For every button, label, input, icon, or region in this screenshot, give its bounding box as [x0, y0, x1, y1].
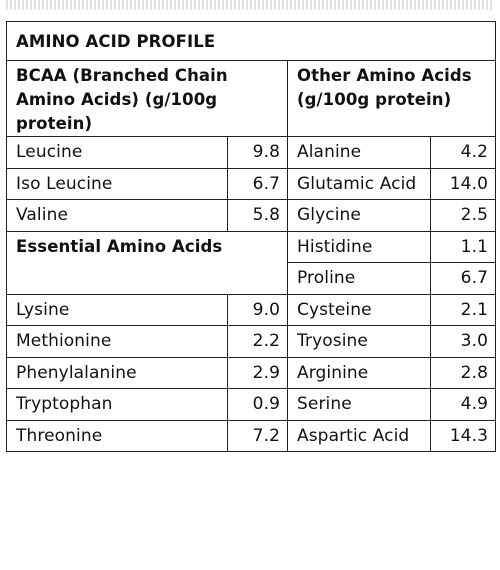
- bcaa-name: Leucine: [7, 137, 228, 169]
- table-row: [7, 168, 496, 200]
- amino-acid-profile-table: [6, 21, 496, 452]
- essential-name: Phenylalanine: [7, 357, 228, 389]
- table-row: [7, 137, 496, 169]
- other-value: 1.1: [431, 231, 496, 263]
- essential-name: Lysine: [7, 294, 228, 326]
- essential-amino-acids-heading: Essential Amino Acids: [7, 231, 288, 294]
- other-name: Cysteine: [288, 294, 431, 326]
- bcaa-value: 5.8: [228, 200, 288, 232]
- essential-value: 7.2: [228, 420, 288, 452]
- table-row: [7, 231, 496, 263]
- group-heading-row: [7, 61, 496, 137]
- table-row: [7, 326, 496, 358]
- other-value: 2.8: [431, 357, 496, 389]
- essential-name: Tryptophan: [7, 389, 228, 421]
- other-name: Serine: [288, 389, 431, 421]
- essential-name: Methionine: [7, 326, 228, 358]
- table-title: AMINO ACID PROFILE: [7, 22, 496, 61]
- other-value: 3.0: [431, 326, 496, 358]
- essential-value: 0.9: [228, 389, 288, 421]
- other-name: Aspartic Acid: [288, 420, 431, 452]
- other-value: 4.2: [431, 137, 496, 169]
- title-row: [7, 22, 496, 61]
- table-row: [7, 357, 496, 389]
- essential-name: Threonine: [7, 420, 228, 452]
- other-value: 6.7: [431, 263, 496, 295]
- other-value: 2.1: [431, 294, 496, 326]
- table-row: [7, 294, 496, 326]
- essential-value: 9.0: [228, 294, 288, 326]
- other-value: 4.9: [431, 389, 496, 421]
- cropped-top-edge: [6, 0, 494, 10]
- table-row: [7, 389, 496, 421]
- other-name: Arginine: [288, 357, 431, 389]
- bcaa-value: 6.7: [228, 168, 288, 200]
- essential-value: 2.9: [228, 357, 288, 389]
- other-amino-acids-heading: Other Amino Acids (g/100g protein): [288, 61, 496, 137]
- other-name: Histidine: [288, 231, 431, 263]
- other-value: 2.5: [431, 200, 496, 232]
- other-value: 14.3: [431, 420, 496, 452]
- other-name: Glutamic Acid: [288, 168, 431, 200]
- table-row: [7, 200, 496, 232]
- table-row: [7, 420, 496, 452]
- bcaa-value: 9.8: [228, 137, 288, 169]
- other-value: 14.0: [431, 168, 496, 200]
- other-name: Proline: [288, 263, 431, 295]
- bcaa-name: Valine: [7, 200, 228, 232]
- other-name: Glycine: [288, 200, 431, 232]
- bcaa-name: Iso Leucine: [7, 168, 228, 200]
- bcaa-heading: BCAA (Branched Chain Amino Acids) (g/100g protein): [7, 61, 288, 137]
- essential-value: 2.2: [228, 326, 288, 358]
- other-name: Tryosine: [288, 326, 431, 358]
- other-name: Alanine: [288, 137, 431, 169]
